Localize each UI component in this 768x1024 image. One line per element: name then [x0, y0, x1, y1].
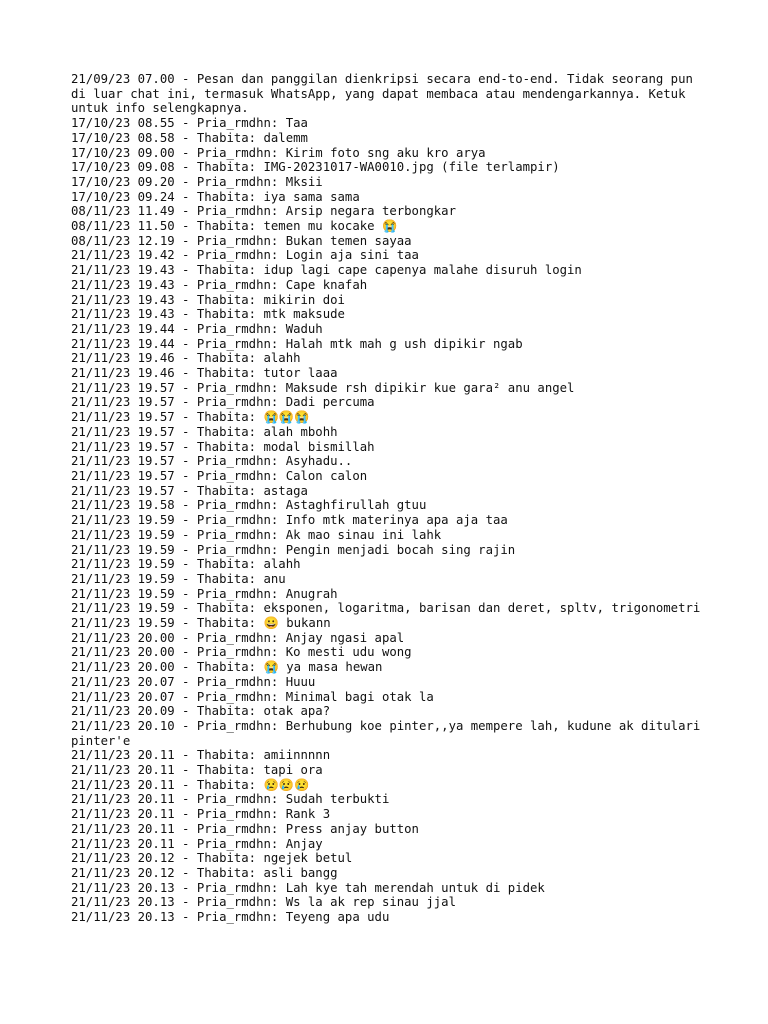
chat-log-line: 21/11/23 20.12 - Thabita: ngejek betul: [71, 851, 353, 866]
chat-log-line: 08/11/23 11.50 - Thabita: temen mu kocake 😭: [71, 219, 398, 234]
chat-log-line: 21/11/23 19.42 - Pria_rmdhn: Login aja sini taa: [71, 248, 419, 263]
chat-log-line: 08/11/23 12.19 - Pria_rmdhn: Bukan temen sayaa: [71, 233, 412, 248]
chat-log-line: 17/10/23 09.24 - Thabita: iya sama sama: [71, 189, 360, 204]
chat-log-line: 21/11/23 19.44 - Pria_rmdhn: Waduh: [71, 321, 323, 336]
chat-log-line: 17/10/23 09.20 - Pria_rmdhn: Mksii: [71, 174, 323, 189]
chat-log-line: 21/11/23 19.59 - Pria_rmdhn: Anugrah: [71, 586, 338, 601]
chat-log-line: 21/11/23 19.57 - Thabita: 😭😭😭: [71, 410, 310, 425]
chat-log-line: 21/11/23 20.07 - Pria_rmdhn: Huuu: [71, 674, 316, 689]
chat-log-line: 21/11/23 19.57 - Thabita: alah mbohh: [71, 424, 338, 439]
chat-log-line: 21/11/23 19.59 - Thabita: alahh: [71, 557, 301, 572]
chat-log-line: 21/11/23 20.11 - Thabita: tapi ora: [71, 763, 323, 778]
chat-log-line: 21/11/23 19.59 - Pria_rmdhn: Pengin menjadi bocah sing rajin: [71, 542, 516, 557]
chat-log-line: 21/11/23 20.09 - Thabita: otak apa?: [71, 704, 331, 719]
chat-log-line: 17/10/23 09.08 - Thabita: IMG-20231017-WA0010.jpg (file terlampir): [71, 160, 560, 175]
chat-log-line: 21/11/23 19.57 - Pria_rmdhn: Maksude rsh dipikir kue gara² anu angel: [71, 380, 575, 395]
chat-log-line: 21/11/23 19.57 - Pria_rmdhn: Dadi percuma: [71, 395, 375, 410]
chat-log-line: 21/11/23 19.43 - Pria_rmdhn: Cape knafah: [71, 277, 368, 292]
chat-log-line: 21/11/23 20.00 - Thabita: 😭 ya masa hewan: [71, 660, 383, 675]
chat-log-line: 21/11/23 20.13 - Pria_rmdhn: Teyeng apa udu: [71, 910, 390, 925]
chat-export-document: [71, 72, 711, 925]
chat-log-line: 17/10/23 08.55 - Pria_rmdhn: Taa: [71, 116, 308, 131]
chat-log-line: 21/11/23 19.59 - Thabita: anu: [71, 571, 286, 586]
chat-log-line: 21/11/23 20.12 - Thabita: asli bangg: [71, 865, 338, 880]
chat-log-line: 21/11/23 19.57 - Pria_rmdhn: Asyhadu..: [71, 454, 353, 469]
chat-log-line: 21/11/23 19.43 - Thabita: idup lagi cape capenya malahe disuruh login: [71, 263, 582, 278]
chat-log-line: 21/11/23 20.13 - Pria_rmdhn: Ws la ak rep sinau jjal: [71, 895, 456, 910]
chat-log-line: 21/11/23 20.11 - Pria_rmdhn: Sudah terbukti: [71, 792, 390, 807]
chat-log-line: 21/11/23 20.00 - Pria_rmdhn: Anjay ngasi apal: [71, 630, 405, 645]
chat-log-line: 21/11/23 20.07 - Pria_rmdhn: Minimal bagi otak la: [71, 689, 434, 704]
chat-log-line: 21/11/23 19.43 - Thabita: mtk maksude: [71, 307, 345, 322]
chat-log-line: 21/11/23 19.44 - Pria_rmdhn: Halah mtk mah g ush dipikir ngab: [71, 336, 523, 351]
chat-log-line: 21/11/23 20.11 - Thabita: amiinnnnn: [71, 748, 331, 763]
chat-log-line: 21/11/23 20.11 - Pria_rmdhn: Press anjay button: [71, 821, 419, 836]
chat-log-line: 21/11/23 20.13 - Pria_rmdhn: Lah kye tah merendah untuk di pidek: [71, 880, 545, 895]
chat-log-line: 21/11/23 19.57 - Pria_rmdhn: Calon calon: [71, 468, 368, 483]
chat-log-line: 21/11/23 20.11 - Pria_rmdhn: Anjay: [71, 836, 323, 851]
chat-log-line: 21/11/23 19.59 - Pria_rmdhn: Info mtk materinya apa aja taa: [71, 513, 508, 528]
chat-log-line: 21/11/23 19.46 - Thabita: alahh: [71, 351, 301, 366]
chat-log-line: 21/11/23 19.57 - Thabita: astaga: [71, 483, 308, 498]
chat-log-line: 21/11/23 20.11 - Pria_rmdhn: Rank 3: [71, 807, 331, 822]
chat-log-line: 21/09/23 07.00 - Pesan dan panggilan dienkripsi secara end-to-end. Tidak seorang pun di luar chat ini, termasuk WhatsApp, yang dapat membaca atau mendengarkannya. Ketuk untuk info selengkapnya.: [71, 72, 701, 116]
chat-log-line: 21/11/23 19.59 - Thabita: eksponen, logaritma, barisan dan deret, spltv, trigonometri: [71, 601, 701, 616]
chat-log-line: 17/10/23 09.00 - Pria_rmdhn: Kirim foto sng aku kro arya: [71, 145, 486, 160]
chat-log-line: 21/11/23 19.57 - Thabita: modal bismillah: [71, 439, 375, 454]
chat-log-line: 17/10/23 08.58 - Thabita: dalemm: [71, 130, 308, 145]
chat-log-line: 21/11/23 19.59 - Pria_rmdhn: Ak mao sinau ini lahk: [71, 527, 442, 542]
chat-log-line: 21/11/23 19.59 - Thabita: 😀 bukann: [71, 616, 331, 631]
chat-log-line: 21/11/23 19.46 - Thabita: tutor laaa: [71, 366, 338, 381]
chat-log-line: 21/11/23 20.00 - Pria_rmdhn: Ko mesti udu wong: [71, 645, 412, 660]
chat-log-line: 08/11/23 11.49 - Pria_rmdhn: Arsip negara terbongkar: [71, 204, 456, 219]
chat-log-line: 21/11/23 19.43 - Thabita: mikirin doi: [71, 292, 345, 307]
chat-log-line: 21/11/23 20.11 - Thabita: 😢😢😢: [71, 777, 310, 792]
chat-log-line: 21/11/23 20.10 - Pria_rmdhn: Berhubung koe pinter,,ya mempere lah, kudune ak ditulari pinter'e: [71, 718, 708, 748]
chat-log-line: 21/11/23 19.58 - Pria_rmdhn: Astaghfirullah gtuu: [71, 498, 427, 513]
